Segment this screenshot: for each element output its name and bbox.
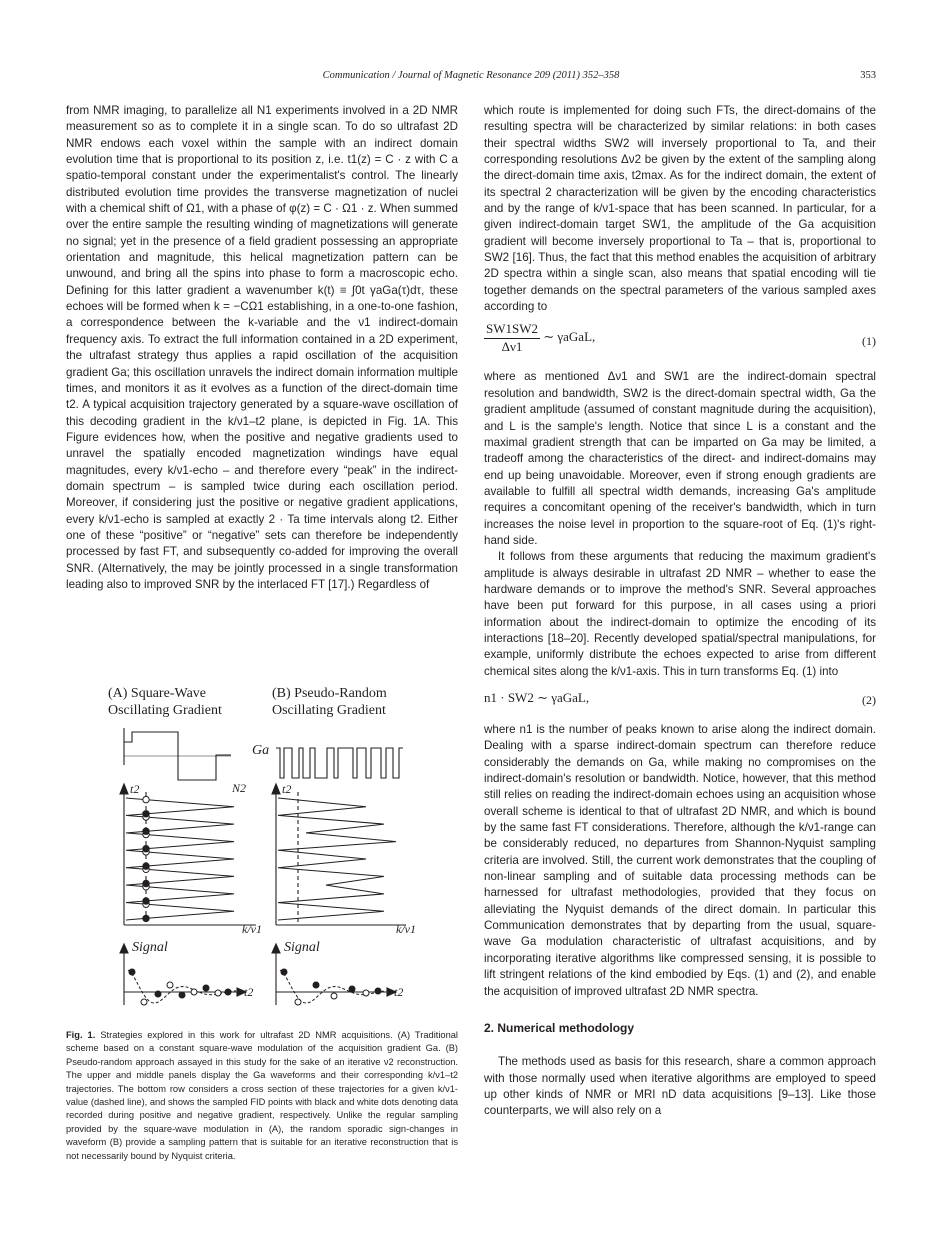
caption-label: Fig. 1.: [66, 1030, 96, 1040]
panel-a-fid-sample: [155, 991, 161, 997]
panel-a-sample-dot: [143, 796, 149, 802]
right-paragraph-5: The methods used as basis for this research, share a common approach with those normally used when iterative algorithms are employed to speed up other kinds of NMR or MRI nD data acquisitions [9–13]. Like those counterparts, we will also rely on a: [484, 1055, 876, 1118]
gradient-label: Ga: [252, 743, 270, 758]
panel-a-signal-t2-label: t2: [244, 985, 254, 999]
panel-a-fid-sample: [203, 985, 209, 991]
panel-b-title-line2: Oscillating Gradient: [272, 703, 386, 718]
panel-b-gradient-waveform: [276, 748, 403, 778]
section-heading: 2. Numerical methodology: [484, 1020, 635, 1035]
equation-2: [484, 690, 876, 712]
equation-1-number: (1): [862, 334, 876, 349]
panel-a-t2-label: t2: [130, 782, 140, 796]
panel-b-fid-sample: [331, 993, 337, 999]
panel-a-fid-sample: [215, 990, 221, 996]
panel-a-signal-arrow: [120, 944, 128, 953]
panel-b-signal-t2-label: t2: [394, 985, 404, 999]
figure-1-caption: [66, 1029, 458, 1163]
panel-b-fid-sample: [295, 999, 301, 1005]
equation-1: [484, 321, 876, 363]
panel-a-fid-sample: [129, 969, 135, 975]
panel-a-fid-sample: [225, 989, 231, 995]
panel-b-fid-sample: [313, 982, 319, 988]
panel-a-sample-dot: [143, 915, 149, 921]
journal-citation: Communication / Journal of Magnetic Resonance 209 (2011) 352–358: [322, 70, 620, 81]
equation-2-expression: n1 · SW2 ∼ γaGaL,: [484, 690, 590, 705]
running-head: [66, 70, 876, 86]
panel-a-fid-sample: [141, 999, 147, 1005]
equation-1-expression: [484, 321, 595, 355]
panel-a-title-line2: Oscillating Gradient: [108, 703, 222, 718]
left-column: [66, 103, 458, 593]
figure-1: [66, 680, 458, 1020]
panel-b-fid-sample: [349, 986, 355, 992]
panel-a-sample-dot: [143, 898, 149, 904]
panel-b-t2-arrow: [272, 784, 280, 794]
panel-b-title-line1: (B) Pseudo-Random: [272, 686, 387, 701]
equation-1-rhs: ∼ γaGaL,: [543, 329, 596, 345]
panel-b-k-label: k/ν1: [396, 922, 416, 936]
panel-a-sample-dot: [143, 828, 149, 834]
panel-a-t2-arrow: [120, 784, 128, 794]
figure-1-graphics: [66, 680, 458, 1020]
panel-a-fid-sample: [179, 992, 185, 998]
panel-b-fid-sample: [281, 969, 287, 975]
panel-a-fid-sample: [167, 982, 173, 988]
panel-a-sample-dot: [143, 863, 149, 869]
panel-b-trajectory: [278, 798, 396, 920]
panel-a-trajectory: [126, 798, 234, 920]
right-paragraph-4: where n1 is the number of peaks known to arise along the indirect domain. Dealing with a sparse indirect-domain spectrum can therefore reduce considerably the demands on Ga, while making no compromises on the indirect-domain's resolution or bandwidth. Notice, however, that this method still relies on reading the indirect-domain echoes using an acquisition whose overall scheme is identical to that of ultrafast 2D NMR, and which is bound by the same fast FT considerations. Therefore, although the k/ν1-range can be considerably reduced, no departures from Shannon-Nyquist sampling criteria are involved. Still, the current work demonstrates that the coupling of non-linear sampling and of suitable data processing methods can be harnessed for ultrafast methodologies, provided that they focus on alleviating the Nyquist demands of the direct domain. In particular this Communication demonstrates that by departing from the usual, square-wave Ga modulation characteristic of ultrafast acquisitions, and by incorporating iterative algorithms like compressed sensing, it is possible to lift stringent relations of the kind embodied by Eqs. (1) and (2), and enable the acquisition of improved ultrafast 2D NMR spectra.: [484, 723, 876, 998]
equation-2-number: (2): [862, 693, 876, 707]
right-paragraph-3: It follows from these arguments that reducing the maximum gradient's amplitude is always desirable in ultrafast 2D NMR – whether to ease the hardware demands or to improve the method's SNR. Several approaches have been put forward for this purpose, in all cases using a priori information about the indirect-domain to optimize the encoding of its interactions [18–20]. Recently developed spatial/spectral manipulations, for example, uniformly distribute the echoes expected to arise from different chemical sites along the k/ν1-axis. This in turn transforms Eq. (1) into: [484, 550, 876, 678]
caption-text: Strategies explored in this work for ultrafast 2D NMR acquisitions. (A) Traditional scheme based on a constant square-wave modulation of the acquisition gradient Ga. (B) Pseudo-random approach assayed in this study for the sake of an iterative ν2 reconstruction. The upper and middle panels display the Ga waveforms and their corresponding k/ν1–t2 trajectories. The bottom row considers a cross section of these trajectories for a given k/ν1-value (dashed line), and shows the sampled FID points with black and white dots denoting data recorded during positive and negative gradient, respectively. Unlike the regular sampling provided by the square-wave modulation in (A), the random sporadic sign-changes in waveform (B) provide a sampling pattern that is suitable for an iterative reconstruction that is not necessarily bound by Nyquist criteria.: [66, 1030, 458, 1161]
panel-a-title-line1: (A) Square-Wave: [108, 686, 206, 701]
panel-a-signal-label: Signal: [132, 940, 168, 955]
panel-b-fid-sample: [363, 990, 369, 996]
panel-b-fid-sample: [375, 988, 381, 994]
panel-b-t2-label: t2: [282, 782, 292, 796]
panel-a-sample-dot: [143, 811, 149, 817]
right-column: [484, 103, 876, 1120]
right-paragraph-2: where as mentioned Δν1 and SW1 are the indirect-domain spectral resolution and bandwidth, SW2 is the direct-domain spectral width, Ga the gradient amplitude (assumed of constant magnitude during the acquisition), and L is the sample's length. Notice that since L is a constant and the maximal gradient strength that can be imparted on Ga may be limited, a tradeoff among the characteristics of the direct- and indirect-domains may end up being unavoidable. Moreover, even if strong enough gradients are available to fulfill all spectral width demands, increasing Ga's amplitude requires a concomitant opening of the receiver's bandwidth, which in turn increases the noise level in proportion to the square-root of Eq. (1)'s right-hand side.: [484, 370, 876, 547]
panel-a-sample-dot: [143, 880, 149, 886]
equation-1-numerator: SW1SW2: [484, 321, 540, 338]
panel-a-sample-dot: [143, 846, 149, 852]
page-number: 353: [860, 70, 876, 81]
panel-b-signal-arrow: [272, 944, 280, 953]
panel-a-fid-sample: [191, 989, 197, 995]
left-paragraph-1: from NMR imaging, to parallelize all N1 experiments involved in a 2D NMR measurement so as to complete it in a single scan. To do so ultrafast 2D NMR endows each voxel within the sample with an indirect domain evolution time that is proportional to its position z, i.e. t1(z) = C · z with C a spatio-temporal constant under the experimentalist's control. The linearly distributed evolution time provides the transverse magnetization of nuclei with a chemical shift of Ω1, with a phase of φ(z) = C · Ω1 · z. When summed over the entire sample the resulting winding of magnetizations will generate no signal; yet in the presence of a field gradient possessing an appropriate orientation and magnitude, this helical magnetization pattern can be unwound, and bring all the spins into phase to form a macroscopic echo. Defining for this latter gradient a wavenumber k(t) ≡ ∫0t γaGa(τ)dτ, these echoes will be formed when k = −CΩ1 establishing, in a one-to-one fashion, a correspondence between the k-variable and the ν1 indirect-domain frequency axis. To extract the full information contained in a 2D experiment, the ultrafast strategy thus applies a rapid oscillation of the acquisition gradient Ga; this oscillation unravels the indirect domain information multiple times, and monitors it as it evolves as a function of the direct-domain time t2. A typical acquisition trajectory generated by a square-wave oscillation of this decoding gradient in the k/ν1–t2 plane, is depicted in Fig. 1A. This Figure evidences how, when the positive and negative gradients used to unravel the spatially encoded magnetization windings have equal magnitudes, every k/ν1-echo – and therefore every “peak” in the indirect-domain spectrum – is sampled twice during each oscillation period. Moreover, if considering just the positive or negative gradient applications, every k/ν1-echo is sampled at exactly 2 · Ta time intervals along t2. Either one of these “positive” or “negative” sets can therefore be independently processed by fast FT, and subsequently co-added for improving the overall SNR. (Alternatively, the may be jointly processed in a single transformation leading also to improved SNR by the interlaced FT [17].) Regardless of: [66, 104, 458, 591]
panel-a-gradient-waveform: [124, 728, 231, 780]
equation-1-denominator: Δν1: [501, 338, 523, 354]
panel-b-signal-label: Signal: [284, 940, 320, 955]
equation-1-fraction: [484, 321, 540, 355]
right-paragraph-1: which route is implemented for doing such FTs, the direct-domains of the resulting spectra will be characterized by similar relations: in both cases their spectral widths SW2 will inversely proportional to Ta, and their corresponding resolutions Δν2 be given by the extent of the sampling along the direct-domain time axis, t2max. As for the indirect domain, the extent of its spectral 2 characterization will be given by the encoding characteristics and by the range of k/ν1-space that has been scanned. In particular, for a given indirect-domain target SW1, the amplitude of the Ga acquisition gradient will become inversely proportional to Ta – that is, proportional to SW2 [16]. Thus, the fact that this method enables the acquisition of arbitrary 2D spectra within a single scan, also means that spatial encoding will tie together demands on the spectral parameters of the various sampled axes according to: [484, 104, 876, 314]
panel-a-k-label: k/ν1: [242, 922, 262, 936]
n2-label: N2: [232, 781, 247, 795]
